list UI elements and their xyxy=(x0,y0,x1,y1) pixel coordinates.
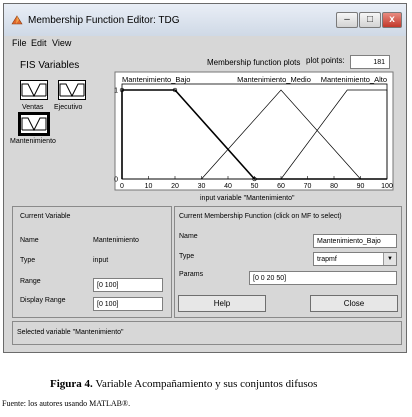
x-tick-label: 10 xyxy=(144,183,153,190)
display-range-label: Display Range xyxy=(20,297,66,304)
current-variable-heading: Current Variable xyxy=(20,213,71,220)
range-input[interactable]: [0 100] xyxy=(93,278,163,292)
menu-view[interactable]: View xyxy=(52,38,72,48)
variable-name-label: Name xyxy=(20,237,39,244)
x-tick-label: 70 xyxy=(303,183,312,190)
variable-ejecutivo-label[interactable]: Ejecutivo xyxy=(54,104,83,111)
mf-editor-window xyxy=(3,3,407,353)
status-text: Selected variable "Mantenimiento" xyxy=(17,329,124,336)
mf-label[interactable]: Mantenimiento_Bajo xyxy=(122,75,191,84)
current-variable-panel xyxy=(12,206,172,318)
window-title: Membership Function Editor: TDG xyxy=(28,15,180,26)
mf-params-label: Params xyxy=(179,271,204,278)
display-range-input[interactable]: [0 100] xyxy=(93,297,163,311)
variable-type-label: Type xyxy=(20,257,36,264)
figure-source: Fuente: los autores usando MATLAB®. xyxy=(2,399,131,408)
figure-caption-label: Figura 4. xyxy=(50,378,93,390)
menu-file[interactable]: File xyxy=(12,38,27,48)
x-tick-label: 40 xyxy=(224,183,232,190)
x-tick-label: 80 xyxy=(330,183,338,190)
figure-caption-text: Variable Acompañamiento y sus conjuntos difusos xyxy=(92,378,318,390)
minimize-button[interactable]: – xyxy=(336,12,358,28)
figure-caption xyxy=(50,378,317,390)
variable-ventas-label[interactable]: Ventas xyxy=(22,104,44,111)
x-tick-label: 100 xyxy=(381,183,393,190)
mf-label[interactable]: Mantenimiento_Alto xyxy=(320,75,387,84)
chevron-down-icon[interactable]: ▼ xyxy=(383,253,396,265)
mf-name-label: Name xyxy=(179,233,198,240)
status-bar xyxy=(12,321,402,345)
mf-type-select[interactable] xyxy=(313,252,397,266)
x-tick-label: 20 xyxy=(171,183,179,190)
mf-type-value: trapmf xyxy=(317,256,337,263)
y-tick-label: 1 xyxy=(114,87,118,95)
plot-points-input[interactable]: 181 xyxy=(350,55,390,69)
close-window-button[interactable]: x xyxy=(382,12,402,28)
y-tick-label: 0 xyxy=(114,176,118,184)
mf-name-input[interactable]: Mantenimiento_Bajo xyxy=(313,234,397,248)
maximize-button[interactable]: □ xyxy=(359,12,381,28)
menu-edit[interactable]: Edit xyxy=(31,38,47,48)
variable-type-value: input xyxy=(93,257,109,264)
mf-params-input[interactable]: [0 0 20 50] xyxy=(249,271,397,285)
fis-variables-heading: FIS Variables xyxy=(20,60,80,71)
help-button[interactable]: Help xyxy=(178,295,266,312)
variable-mantenimiento-label[interactable]: Mantenimiento xyxy=(10,138,56,145)
plot-points-label: plot points: xyxy=(306,56,345,65)
range-label: Range xyxy=(20,278,41,285)
variable-name-value: Mantenimiento xyxy=(93,237,139,244)
membership-plot[interactable] xyxy=(4,4,406,204)
x-tick-label: 30 xyxy=(197,183,206,190)
x-tick-label: 90 xyxy=(356,183,365,190)
close-button[interactable]: Close xyxy=(310,295,398,312)
mf-label[interactable]: Mantenimiento_Medio xyxy=(237,75,311,84)
plot-xlabel: input variable "Mantenimiento" xyxy=(200,195,295,202)
current-mf-heading: Current Membership Function (click on MF to select) xyxy=(179,213,342,220)
plot-header-label: Membership function plots xyxy=(207,58,301,67)
mf-type-label: Type xyxy=(179,253,195,260)
x-tick-label: 0 xyxy=(120,183,124,190)
x-tick-label: 50 xyxy=(250,183,259,190)
x-tick-label: 60 xyxy=(277,183,285,190)
